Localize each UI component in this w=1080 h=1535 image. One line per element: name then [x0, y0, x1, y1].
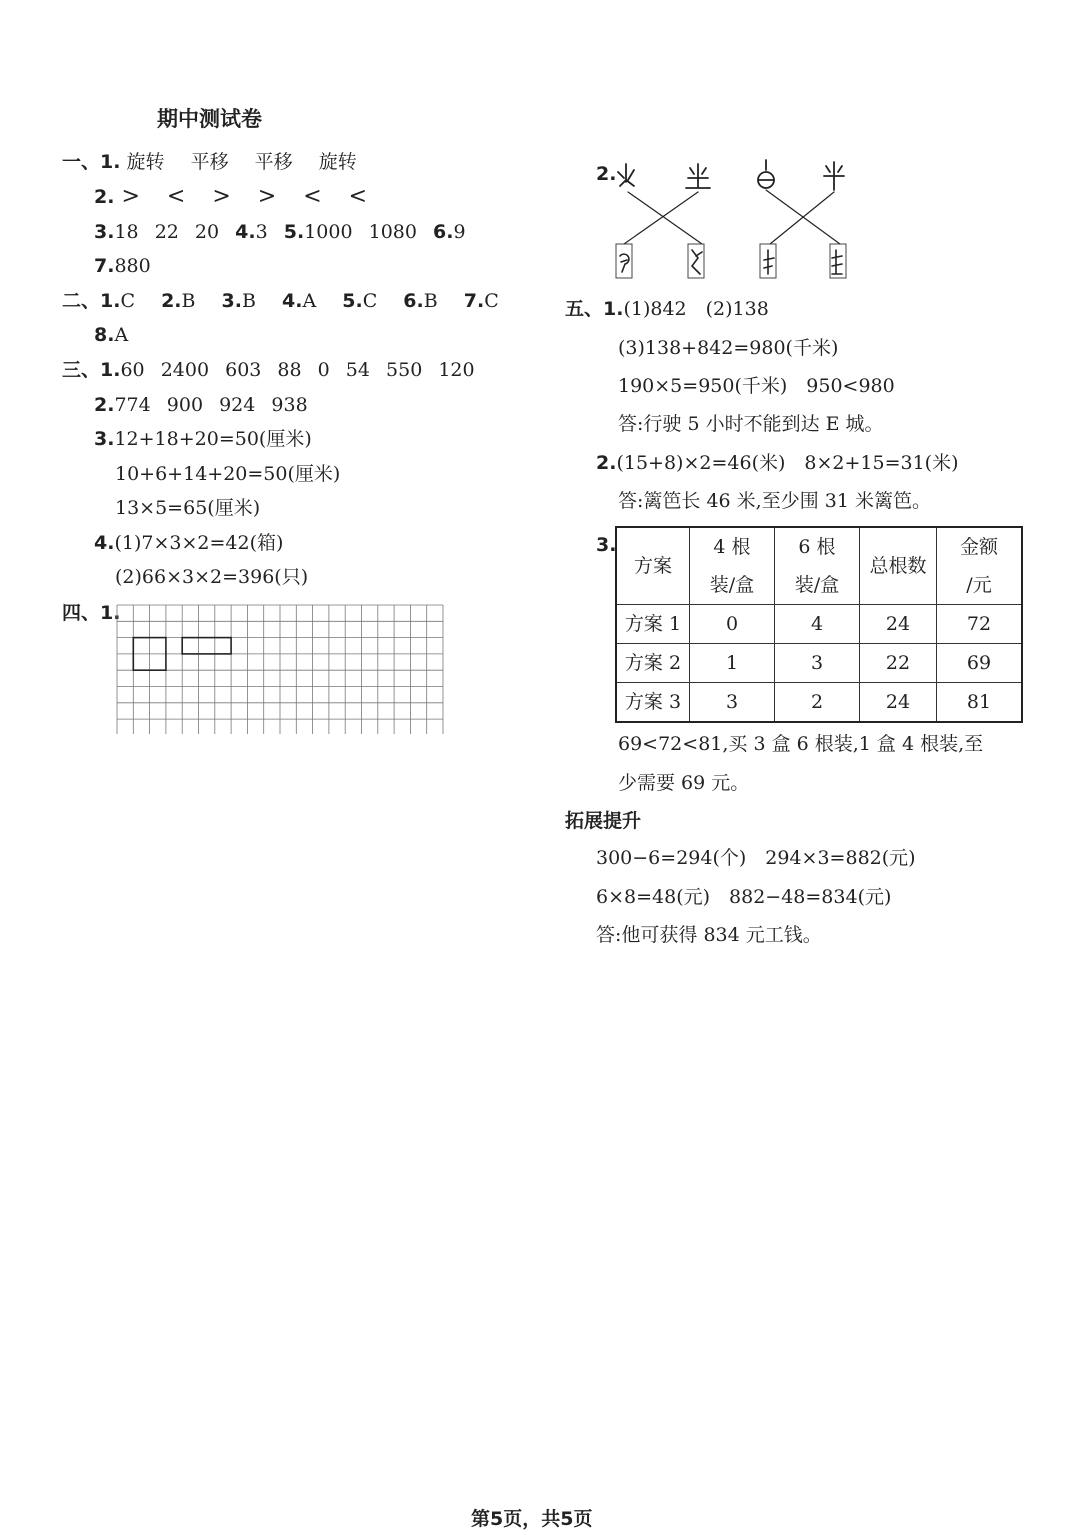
table-cell: 22: [860, 644, 937, 683]
table-cell: 3: [775, 644, 860, 683]
ancient-character-box-2: [692, 250, 702, 274]
answer: 0: [317, 359, 330, 381]
table-cell: 方案 1: [616, 605, 690, 644]
q-num: 4.: [94, 532, 115, 554]
header-text: 装/盒: [794, 574, 840, 596]
q-num: 2.: [596, 452, 617, 474]
section-marker: 三、: [62, 359, 101, 381]
s1-q3-6-line: [94, 221, 466, 243]
header-text: 4 根: [713, 536, 751, 558]
q-num: 4.: [235, 221, 256, 243]
table-cell: 方案 2: [616, 644, 690, 683]
answer: 900: [166, 394, 204, 416]
s5-q1-line-3: 190×5=950(千米) 950<980: [618, 375, 895, 397]
answer: (1)842 (2)138: [623, 298, 769, 320]
s3-q4-line-2: (2)66×3×2=396(只): [115, 566, 309, 588]
q-num: 1.: [100, 290, 121, 312]
answer: 9: [453, 221, 466, 243]
q-num: 1.: [100, 359, 121, 381]
extension-line-3: 答:他可获得 834 元工钱。: [596, 924, 822, 946]
q-num: 1.: [603, 298, 624, 320]
table-cell: 81: [937, 683, 1023, 723]
s5-q3-line-1: 69<72<81,买 3 盒 6 根装,1 盒 4 根装,至: [618, 733, 984, 755]
s3-q1-line: [62, 359, 475, 381]
answer-grid: [116, 604, 444, 734]
s3-q2-line: [94, 394, 308, 416]
s4-q1-line: [62, 602, 120, 624]
s2-line-1: [62, 290, 499, 312]
answer: B: [241, 290, 256, 312]
s5-q1-line-2: (3)138+842=980(千米): [618, 337, 839, 359]
match-line-2: [624, 192, 698, 244]
answer: 938: [271, 394, 308, 416]
table-cell: 24: [860, 683, 937, 723]
s1-q7-line: [94, 255, 151, 277]
answer: 774: [114, 394, 151, 416]
s5-q1-line-4: 答:行驶 5 小时不能到达 E 城。: [618, 413, 884, 435]
q-num: 1.: [100, 602, 121, 624]
table-row: [616, 644, 1022, 683]
extension-line-2: 6×8=48(元) 882−48=834(元): [596, 886, 892, 908]
s1-q1-line: [62, 151, 357, 173]
table-cell: 方案 3: [616, 683, 690, 723]
answer: 880: [114, 255, 151, 277]
s5-q3-line-2: 少需要 69 元。: [618, 772, 750, 794]
answer: 2400: [160, 359, 210, 381]
table-cell: 3: [690, 683, 775, 723]
section-marker: 四、: [62, 602, 101, 624]
answer: <: [166, 184, 186, 209]
q-num: 6.: [433, 221, 454, 243]
section-marker: 五、: [565, 298, 604, 320]
answer: (15+8)×2=46(米) 8×2+15=31(米): [616, 452, 959, 474]
bottom-box-4: [830, 244, 846, 278]
q-num: 2.: [94, 186, 115, 208]
answer: >: [212, 184, 231, 209]
answer: 22: [154, 221, 179, 243]
table-cell: 1: [690, 644, 775, 683]
answer: 平移: [254, 151, 293, 173]
match-line-1: [628, 192, 702, 244]
ancient-character-sun: [758, 160, 774, 188]
q-num: 1.: [100, 151, 121, 173]
answer: 平移: [190, 151, 229, 173]
page-title: 期中测试卷: [157, 107, 262, 131]
ancient-character-box-1: [620, 254, 629, 272]
answer: 旋转: [126, 151, 165, 173]
s3-q3-line-2: 10+6+14+20=50(厘米): [115, 463, 341, 485]
header-text: 方案: [633, 555, 672, 577]
table-cell: 24: [860, 605, 937, 644]
answer: <: [348, 184, 368, 209]
table-cell: 69: [937, 644, 1023, 683]
q-num: 5.: [283, 221, 305, 243]
q-num: 3.: [94, 221, 115, 243]
section-marker: 二、: [62, 290, 101, 312]
table-cell: 0: [690, 605, 775, 644]
answer: <: [303, 184, 322, 209]
table-header-cell: [690, 527, 775, 605]
table-cell: 2: [775, 683, 860, 723]
header-text: 总根数: [869, 555, 927, 577]
answer: 20: [194, 221, 220, 243]
answer: 88: [277, 359, 302, 381]
q-num: 7.: [463, 290, 485, 312]
table-row: [616, 605, 1022, 644]
s3-q3-line-3: 13×5=65(厘米): [115, 497, 261, 519]
table-header-row: [616, 527, 1022, 605]
answer: C: [362, 290, 378, 312]
extension-line-1: 300−6=294(个) 294×3=882(元): [596, 847, 916, 869]
s3-q4-line-1: [94, 532, 283, 554]
q-num: 3.: [94, 428, 115, 450]
header-text: 金额: [959, 536, 998, 558]
answer: B: [423, 290, 438, 312]
q-num: 2.: [161, 290, 182, 312]
answer: 1080: [368, 221, 417, 243]
drawn-rectangle: [182, 638, 231, 654]
s5-q1-line-1: [565, 298, 769, 320]
s5-q2-line-1: [596, 452, 959, 474]
q-num: 8.: [94, 324, 115, 346]
ancient-character-box-3: [764, 250, 774, 274]
answer: (1)7×3×2=42(箱): [114, 532, 284, 554]
answer: A: [114, 324, 129, 346]
extension-heading: 拓展提升: [565, 810, 642, 832]
header-text: 装/盒: [709, 574, 755, 596]
answer: 550: [386, 359, 423, 381]
answer: C: [120, 290, 136, 312]
q-num: 6.: [403, 290, 424, 312]
answer: 603: [225, 359, 262, 381]
s2-line-2: [94, 324, 128, 346]
page-footer: 第5页，共5页: [471, 1508, 593, 1530]
header-text: 6 根: [798, 536, 836, 558]
answer: 54: [345, 359, 370, 381]
answer: 18: [114, 221, 139, 243]
section-marker: 一、: [62, 151, 101, 173]
answer: 60: [120, 359, 145, 381]
s5-q2-line-2: 答:篱笆长 46 米,至少围 31 米篱笆。: [618, 490, 931, 512]
answer: 3: [255, 221, 268, 243]
table-row: [616, 683, 1022, 723]
table-header-cell: [616, 527, 690, 605]
answer: 旋转: [318, 151, 357, 173]
table-cell: 4: [775, 605, 860, 644]
matching-diagram: [612, 156, 848, 286]
ancient-character-earth: [686, 164, 710, 188]
answer: 12+18+20=50(厘米): [114, 428, 312, 450]
ancient-character-fire: [618, 164, 634, 186]
answer: 120: [438, 359, 475, 381]
q-num: 2.: [94, 394, 115, 416]
s3-q3-line-1: [94, 428, 312, 450]
plan-table: [615, 526, 1023, 723]
table-header-cell: [937, 527, 1023, 605]
table-header-cell: [860, 527, 937, 605]
ancient-character-grain: [824, 162, 844, 190]
q-num: 4.: [282, 290, 303, 312]
answer: >: [257, 184, 277, 209]
s1-q2-line: [94, 186, 367, 208]
q-num: 2.: [596, 163, 617, 185]
answer: B: [181, 290, 196, 312]
q-num: 3.: [221, 290, 242, 312]
q-num: 5.: [342, 290, 363, 312]
answer: 1000: [304, 221, 353, 243]
ancient-character-box-4: [832, 250, 842, 274]
answer: A: [302, 290, 317, 312]
table-header-cell: [775, 527, 860, 605]
table-cell: 72: [937, 605, 1023, 644]
q-num: 3.: [596, 534, 617, 556]
answer: C: [484, 290, 499, 312]
header-text: /元: [966, 574, 992, 596]
answer: >: [121, 184, 140, 209]
answer: 924: [219, 394, 256, 416]
q-num: 7.: [94, 255, 115, 277]
